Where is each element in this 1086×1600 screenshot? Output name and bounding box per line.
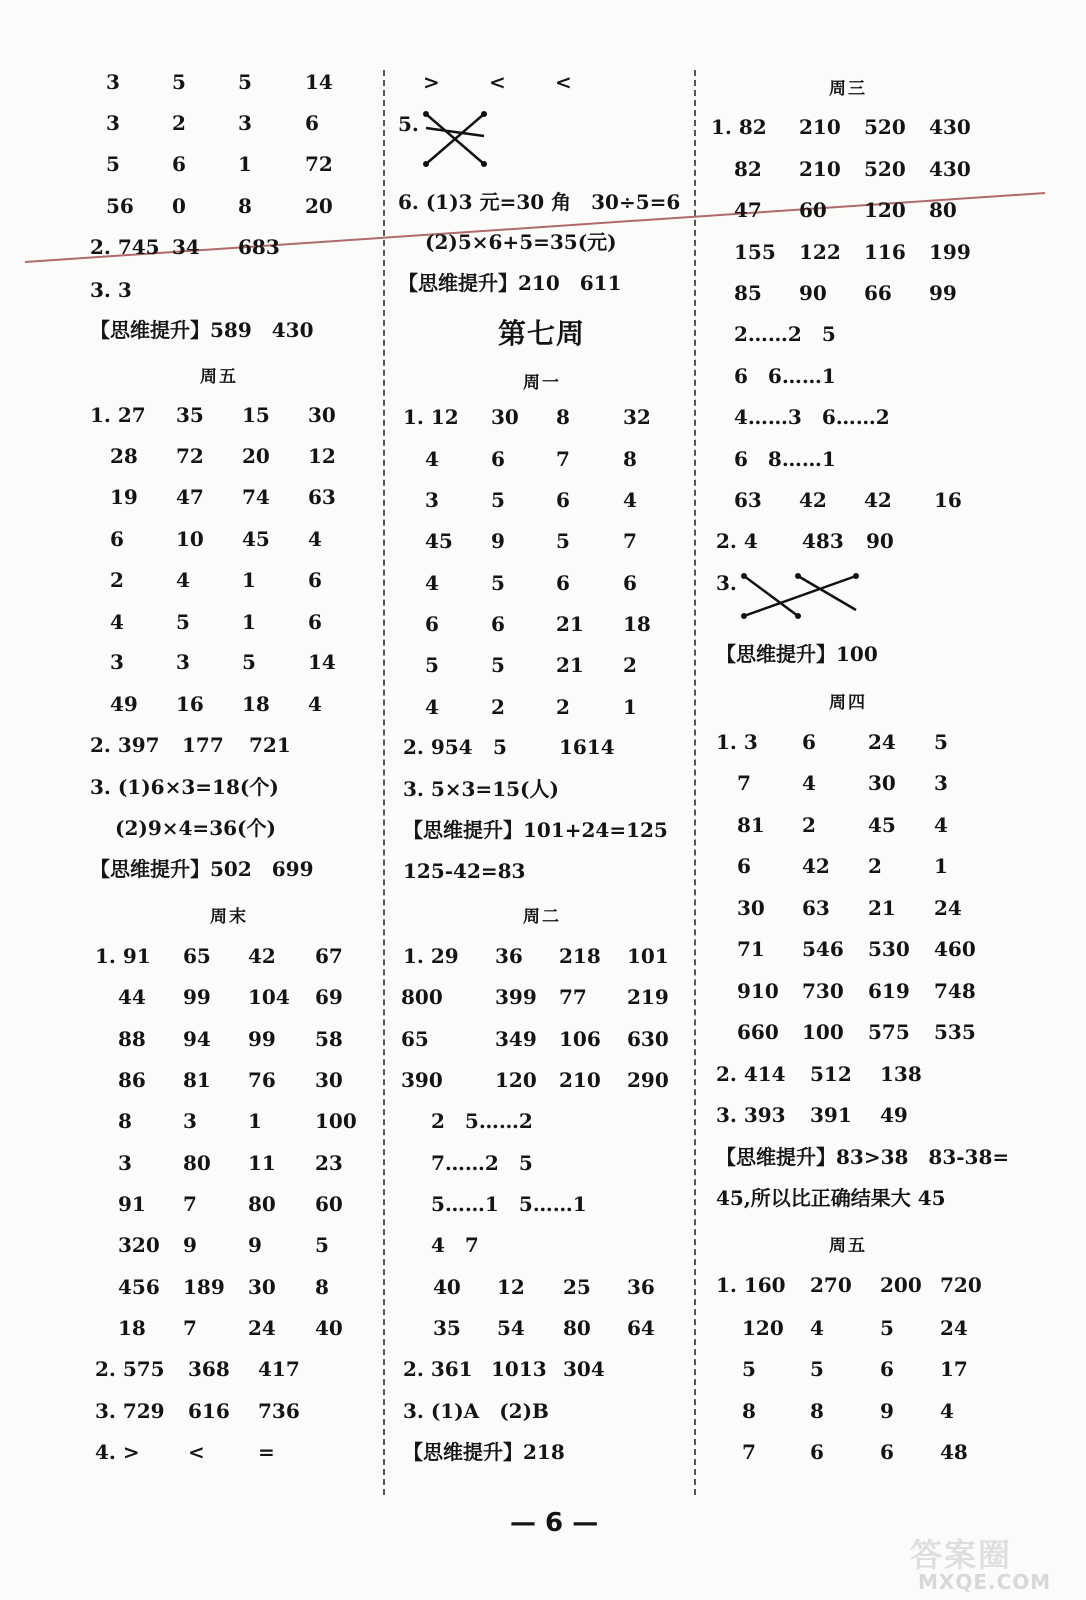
answer-cell: 391 xyxy=(810,1103,852,1127)
answer-cell: 35 xyxy=(176,403,204,427)
answer-cell: 42 xyxy=(799,488,827,512)
answer-cell: 177 xyxy=(182,733,224,757)
answer-cell: 2 xyxy=(623,653,637,677)
answer-cell: 60 xyxy=(799,198,827,222)
answer-cell: 80 xyxy=(183,1151,211,1175)
answer-cell: 1 xyxy=(238,152,252,176)
answer-cell: 81 xyxy=(183,1068,211,1092)
answer-cell: 34 xyxy=(172,235,200,259)
answer-cell: 3 xyxy=(118,1151,132,1175)
answer-cell: 49 xyxy=(110,692,138,716)
answer-cell: 138 xyxy=(880,1062,922,1086)
answer-cell: 730 xyxy=(802,979,844,1003)
answer-cell: 4 xyxy=(308,527,322,551)
answer-cell: 199 xyxy=(929,240,971,264)
answer-cell: 5 xyxy=(425,653,439,677)
answer-cell: 630 xyxy=(627,1027,669,1051)
answer-cell: 2 xyxy=(802,813,816,837)
answer-cell: 36 xyxy=(495,944,523,968)
answer-cell: 122 xyxy=(799,240,841,264)
answer-cell: 5 xyxy=(491,653,505,677)
answer-cell: 91 xyxy=(118,1192,146,1216)
answer-cell: 4 xyxy=(425,447,439,471)
answer-cell: 45 xyxy=(868,813,896,837)
answer-cell: 69 xyxy=(315,985,343,1009)
thinking-answer: 【思维提升】101+24=125 xyxy=(403,818,668,842)
answer-cell: 3. 393 xyxy=(716,1103,786,1127)
answer-cell: 1013 xyxy=(491,1357,547,1381)
answer-cell: 210 xyxy=(799,115,841,139)
answer-cell: 4. > xyxy=(95,1440,140,1464)
answer-cell: 17 xyxy=(940,1357,968,1381)
answer-cell: 20 xyxy=(242,444,270,468)
answer-cell: 15 xyxy=(242,403,270,427)
answer-cell: 11 xyxy=(248,1151,276,1175)
answer-cell: 76 xyxy=(248,1068,276,1092)
answer-cell: 7 xyxy=(183,1316,197,1340)
answer-cell: 104 xyxy=(248,985,290,1009)
answer-cell: 65 xyxy=(183,944,211,968)
answer-cell: 42 xyxy=(864,488,892,512)
answer-cell: 512 xyxy=(810,1062,852,1086)
answer-cell: 535 xyxy=(934,1020,976,1044)
answer-cell: 4 xyxy=(110,610,124,634)
answer-cell: 4 xyxy=(176,568,190,592)
answer-cell: < xyxy=(555,70,572,94)
answer-cell: 42 xyxy=(248,944,276,968)
thinking-answer: 【思维提升】210 611 xyxy=(398,271,622,295)
answer-cell: 1 xyxy=(242,568,256,592)
answer-cell: 106 xyxy=(559,1027,601,1051)
answer-cell: 349 xyxy=(495,1027,537,1051)
answer-cell: 42 xyxy=(802,854,830,878)
section-title: 周一 xyxy=(523,373,561,393)
answer-cell: 24 xyxy=(248,1316,276,1340)
answer-cell: 430 xyxy=(929,115,971,139)
answer-cell: 44 xyxy=(118,985,146,1009)
answer-cell: 6 xyxy=(491,612,505,636)
answer-cell: 25 xyxy=(563,1275,591,1299)
answer-cell: 6 xyxy=(308,568,322,592)
answer-cell: 56 xyxy=(106,194,134,218)
answer-cell: 36 xyxy=(627,1275,655,1299)
answer-cell: 24 xyxy=(940,1316,968,1340)
answer-cell: 189 xyxy=(183,1275,225,1299)
question-6a: 6. (1)3 元=30 角 30÷5=6 xyxy=(398,190,681,214)
answer-cell: 23 xyxy=(315,1151,343,1175)
answer-cell: 8 xyxy=(556,405,570,429)
answer-cell: 456 xyxy=(118,1275,160,1299)
question-3: 3. 3 xyxy=(90,278,132,302)
answer-cell: 290 xyxy=(627,1068,669,1092)
answer-cell: 30 xyxy=(308,403,336,427)
question-3: 3. (1)A (2)B xyxy=(403,1399,549,1423)
answer-cell: 6 xyxy=(172,152,186,176)
answer-cell: 520 xyxy=(864,157,906,181)
answer-cell: 5 xyxy=(556,529,570,553)
answer-cell: 1 xyxy=(623,695,637,719)
quotient-row: 2 5……2 xyxy=(431,1109,533,1133)
answer-cell: 721 xyxy=(249,733,291,757)
answer-cell: 616 xyxy=(188,1399,230,1423)
answer-cell: 16 xyxy=(176,692,204,716)
answer-cell: 575 xyxy=(868,1020,910,1044)
matching-lines-q5 xyxy=(420,108,490,170)
answer-cell: 9 xyxy=(880,1399,894,1423)
answer-cell: 683 xyxy=(238,235,280,259)
answer-cell: 47 xyxy=(176,485,204,509)
answer-cell: 7 xyxy=(623,529,637,553)
answer-cell: 120 xyxy=(742,1316,784,1340)
answer-cell: 210 xyxy=(799,157,841,181)
answer-cell: 3 xyxy=(238,111,252,135)
watermark-url: MXQE.COM xyxy=(918,1570,1052,1594)
answer-cell: 74 xyxy=(242,485,270,509)
answer-cell: 1. 29 xyxy=(403,944,459,968)
answer-cell: 4 xyxy=(425,695,439,719)
answer-cell: 2 xyxy=(556,695,570,719)
thinking-answer: 【思维提升】218 xyxy=(403,1440,565,1464)
answer-cell: 8 xyxy=(810,1399,824,1423)
answer-cell: 60 xyxy=(315,1192,343,1216)
answer-cell: 3. 729 xyxy=(95,1399,165,1423)
answer-cell: 748 xyxy=(934,979,976,1003)
section-title: 周五 xyxy=(829,1236,867,1256)
answer-cell: < xyxy=(489,70,506,94)
question-6b: (2)5×6+5=35(元) xyxy=(425,230,617,254)
answer-cell: 736 xyxy=(258,1399,300,1423)
answer-cell: 64 xyxy=(627,1316,655,1340)
answer-cell: 8 xyxy=(118,1109,132,1133)
answer-cell: 4 xyxy=(623,488,637,512)
answer-cell: 6 xyxy=(305,111,319,135)
answer-cell: 2 xyxy=(868,854,882,878)
answer-cell: 5 xyxy=(934,730,948,754)
answer-cell: 1614 xyxy=(559,735,615,759)
answer-cell: 5 xyxy=(493,735,507,759)
answer-cell: 530 xyxy=(868,937,910,961)
answer-cell: 99 xyxy=(248,1027,276,1051)
quotient-row: 2……2 5 xyxy=(734,322,836,346)
answer-cell: 6 xyxy=(623,571,637,595)
answer-cell: 101 xyxy=(627,944,669,968)
answer-cell: 10 xyxy=(176,527,204,551)
answer-cell: 12 xyxy=(497,1275,525,1299)
answer-cell: 6 xyxy=(802,730,816,754)
answer-cell: 5 xyxy=(315,1233,329,1257)
answer-cell: 399 xyxy=(495,985,537,1009)
answer-cell: 24 xyxy=(868,730,896,754)
answer-cell: 77 xyxy=(559,985,587,1009)
answer-cell: 14 xyxy=(305,70,333,94)
quotient-row: 4 7 xyxy=(431,1233,479,1257)
answer-cell: 2 xyxy=(172,111,186,135)
answer-cell: 1 xyxy=(934,854,948,878)
answer-cell: 100 xyxy=(315,1109,357,1133)
answer-cell: 49 xyxy=(880,1103,908,1127)
answer-cell: 6 xyxy=(308,610,322,634)
answer-cell: 65 xyxy=(401,1027,429,1051)
answer-cell: 6 xyxy=(556,488,570,512)
answer-cell: 21 xyxy=(556,653,584,677)
answer-cell: 6 xyxy=(110,527,124,551)
answer-cell: 30 xyxy=(248,1275,276,1299)
answer-cell: 81 xyxy=(737,813,765,837)
answer-cell: 800 xyxy=(401,985,443,1009)
answer-cell: 320 xyxy=(118,1233,160,1257)
page-number: — 6 — xyxy=(510,1508,599,1538)
answer-cell: 5 xyxy=(810,1357,824,1381)
answer-cell: 35 xyxy=(433,1316,461,1340)
answer-cell: 720 xyxy=(940,1273,982,1297)
answer-cell: 1. 12 xyxy=(403,405,459,429)
answer-cell: 1. 27 xyxy=(90,403,146,427)
answer-cell: 20 xyxy=(305,194,333,218)
answer-cell: 1. 160 xyxy=(716,1273,786,1297)
answer-cell: 80 xyxy=(248,1192,276,1216)
answer-cell: 47 xyxy=(734,198,762,222)
section-title: 周五 xyxy=(200,367,238,387)
answer-cell: 0 xyxy=(172,194,186,218)
answer-cell: 54 xyxy=(497,1316,525,1340)
answer-cell: 66 xyxy=(864,281,892,305)
answer-cell: 6 xyxy=(491,447,505,471)
answer-cell: 7 xyxy=(556,447,570,471)
answer-cell: 6 xyxy=(425,612,439,636)
answer-cell: 9 xyxy=(248,1233,262,1257)
answer-cell: 3 xyxy=(106,111,120,135)
answer-cell: 4 xyxy=(802,771,816,795)
answer-cell: 3 xyxy=(183,1109,197,1133)
answer-cell: 2. 4 xyxy=(716,529,758,553)
answer-cell: 4 xyxy=(425,571,439,595)
answer-cell: 3 xyxy=(106,70,120,94)
answer-cell: 6 xyxy=(880,1440,894,1464)
answer-cell: 218 xyxy=(559,944,601,968)
answer-cell: 100 xyxy=(802,1020,844,1044)
answer-cell: 3 xyxy=(110,650,124,674)
answer-cell: 8 xyxy=(238,194,252,218)
answer-cell: 30 xyxy=(315,1068,343,1092)
answer-cell: 155 xyxy=(734,240,776,264)
answer-cell: 2 xyxy=(491,695,505,719)
answer-cell: 12 xyxy=(308,444,336,468)
thinking-answer: 【思维提升】589 430 xyxy=(90,318,314,342)
answer-cell: 6 xyxy=(556,571,570,595)
answer-cell: 6 xyxy=(880,1357,894,1381)
answer-cell: 5 xyxy=(491,571,505,595)
section-title: 周二 xyxy=(523,907,561,927)
answer-cell: 4 xyxy=(810,1316,824,1340)
answer-cell: 2. 575 xyxy=(95,1357,165,1381)
answer-cell: 99 xyxy=(929,281,957,305)
answer-cell: 483 xyxy=(802,529,844,553)
answer-cell: 86 xyxy=(118,1068,146,1092)
answer-cell: 28 xyxy=(110,444,138,468)
question-3a: 3. (1)6×3=18(个) xyxy=(90,775,279,799)
question-3: 3. 5×3=15(人) xyxy=(403,777,559,801)
section-title: 周末 xyxy=(210,907,248,927)
answer-cell: 21 xyxy=(868,896,896,920)
answer-cell: 18 xyxy=(242,692,270,716)
thinking-answer-2: 45,所以比正确结果大 45 xyxy=(716,1186,946,1210)
answer-cell: 460 xyxy=(934,937,976,961)
scan-line xyxy=(0,0,1086,300)
answer-cell: 4 xyxy=(934,813,948,837)
matching-lines-q3 xyxy=(738,570,863,622)
answer-cell: 80 xyxy=(929,198,957,222)
quotient-row: 7……2 5 xyxy=(431,1151,533,1175)
answer-cell: 48 xyxy=(940,1440,968,1464)
quotient-row: 4……3 6……2 xyxy=(734,405,890,429)
quotient-row: 5……1 5……1 xyxy=(431,1192,587,1216)
answer-cell: 1. 91 xyxy=(95,944,151,968)
answer-cell: 5 xyxy=(172,70,186,94)
answer-cell: 5 xyxy=(742,1357,756,1381)
answer-cell: 120 xyxy=(864,198,906,222)
thinking-answer-2: 125-42=83 xyxy=(403,859,526,883)
answer-cell: 120 xyxy=(495,1068,537,1092)
answer-cell: 390 xyxy=(401,1068,443,1092)
answer-cell: < xyxy=(188,1440,205,1464)
answer-cell: 9 xyxy=(491,529,505,553)
answer-cell: 116 xyxy=(864,240,906,264)
answer-cell: 90 xyxy=(799,281,827,305)
answer-cell: 67 xyxy=(315,944,343,968)
quotient-row: 6 6……1 xyxy=(734,364,836,388)
answer-cell: 7 xyxy=(737,771,751,795)
answer-cell: 82 xyxy=(734,157,762,181)
answer-cell: 30 xyxy=(737,896,765,920)
answer-cell: 8 xyxy=(315,1275,329,1299)
answer-cell: 63 xyxy=(734,488,762,512)
answer-cell: = xyxy=(258,1440,275,1464)
answer-cell: 99 xyxy=(183,985,211,1009)
thinking-answer: 【思维提升】502 699 xyxy=(90,857,314,881)
answer-cell: 3 xyxy=(425,488,439,512)
answer-cell: 2. 361 xyxy=(403,1357,473,1381)
answer-cell: 200 xyxy=(880,1273,922,1297)
answer-cell: 219 xyxy=(627,985,669,1009)
answer-cell: 94 xyxy=(183,1027,211,1051)
answer-cell: 2. 397 xyxy=(90,733,160,757)
answer-cell: 14 xyxy=(308,650,336,674)
answer-cell: 8 xyxy=(623,447,637,471)
answer-cell: 18 xyxy=(118,1316,146,1340)
week-title: 第七周 xyxy=(498,317,586,350)
answer-cell: 417 xyxy=(258,1357,300,1381)
question-5: 5. xyxy=(398,112,419,136)
answer-cell: 6 xyxy=(737,854,751,878)
answer-cell: 4 xyxy=(308,692,322,716)
answer-cell: 619 xyxy=(868,979,910,1003)
answer-cell: 45 xyxy=(242,527,270,551)
answer-cell: 71 xyxy=(737,937,765,961)
thinking-answer: 【思维提升】100 xyxy=(716,642,878,666)
answer-cell: 1. 82 xyxy=(711,115,767,139)
answer-cell: > xyxy=(423,70,440,94)
answer-cell: 21 xyxy=(556,612,584,636)
answer-cell: 520 xyxy=(864,115,906,139)
question-3: 3. xyxy=(716,571,737,595)
quotient-row: 6 8……1 xyxy=(734,447,836,471)
answer-cell: 270 xyxy=(810,1273,852,1297)
answer-cell: 16 xyxy=(934,488,962,512)
watermark xyxy=(900,1530,1070,1595)
answer-cell: 90 xyxy=(866,529,894,553)
answer-cell: 368 xyxy=(188,1357,230,1381)
answer-cell: 7 xyxy=(183,1192,197,1216)
answer-cell: 430 xyxy=(929,157,971,181)
answer-cell: 72 xyxy=(176,444,204,468)
watermark-logo: 答案圈 xyxy=(910,1536,1013,1574)
answer-cell: 58 xyxy=(315,1027,343,1051)
answer-cell: 546 xyxy=(802,937,844,961)
answer-cell: 63 xyxy=(802,896,830,920)
answer-cell: 2 xyxy=(110,568,124,592)
answer-cell: 40 xyxy=(315,1316,343,1340)
answer-cell: 660 xyxy=(737,1020,779,1044)
section-title: 周三 xyxy=(829,79,867,99)
answer-cell: 72 xyxy=(305,152,333,176)
answer-cell: 5 xyxy=(491,488,505,512)
thinking-answer: 【思维提升】83>38 83-38= xyxy=(716,1145,1010,1169)
answer-cell: 19 xyxy=(110,485,138,509)
answer-cell: 5 xyxy=(176,610,190,634)
answer-cell: 910 xyxy=(737,979,779,1003)
answer-cell: 3 xyxy=(176,650,190,674)
answer-cell: 1 xyxy=(248,1109,262,1133)
answer-cell: 7 xyxy=(742,1440,756,1464)
answer-cell: 3 xyxy=(934,771,948,795)
answer-cell: 24 xyxy=(934,896,962,920)
answer-cell: 1 xyxy=(242,610,256,634)
answer-cell: 6 xyxy=(810,1440,824,1464)
answer-cell: 5 xyxy=(880,1316,894,1340)
answer-cell: 2. 954 xyxy=(403,735,473,759)
answer-cell: 304 xyxy=(563,1357,605,1381)
answer-cell: 63 xyxy=(308,485,336,509)
answer-cell: 30 xyxy=(868,771,896,795)
answer-cell: 9 xyxy=(183,1233,197,1257)
answer-cell: 30 xyxy=(491,405,519,429)
answer-cell: 5 xyxy=(238,70,252,94)
answer-cell: 8 xyxy=(742,1399,756,1423)
answer-cell: 32 xyxy=(623,405,651,429)
question-3b: (2)9×4=36(个) xyxy=(115,816,276,840)
answer-cell: 5 xyxy=(106,152,120,176)
answer-cell: 2. 414 xyxy=(716,1062,786,1086)
answer-cell: 88 xyxy=(118,1027,146,1051)
answer-cell: 80 xyxy=(563,1316,591,1340)
answer-cell: 85 xyxy=(734,281,762,305)
answer-cell: 210 xyxy=(559,1068,601,1092)
answer-cell: 2. 745 xyxy=(90,235,160,259)
answer-cell: 45 xyxy=(425,529,453,553)
answer-cell: 18 xyxy=(623,612,651,636)
answer-cell: 4 xyxy=(940,1399,954,1423)
answer-cell: 40 xyxy=(433,1275,461,1299)
answer-cell: 5 xyxy=(242,650,256,674)
answer-cell: 1. 3 xyxy=(716,730,758,754)
section-title: 周四 xyxy=(829,693,867,713)
